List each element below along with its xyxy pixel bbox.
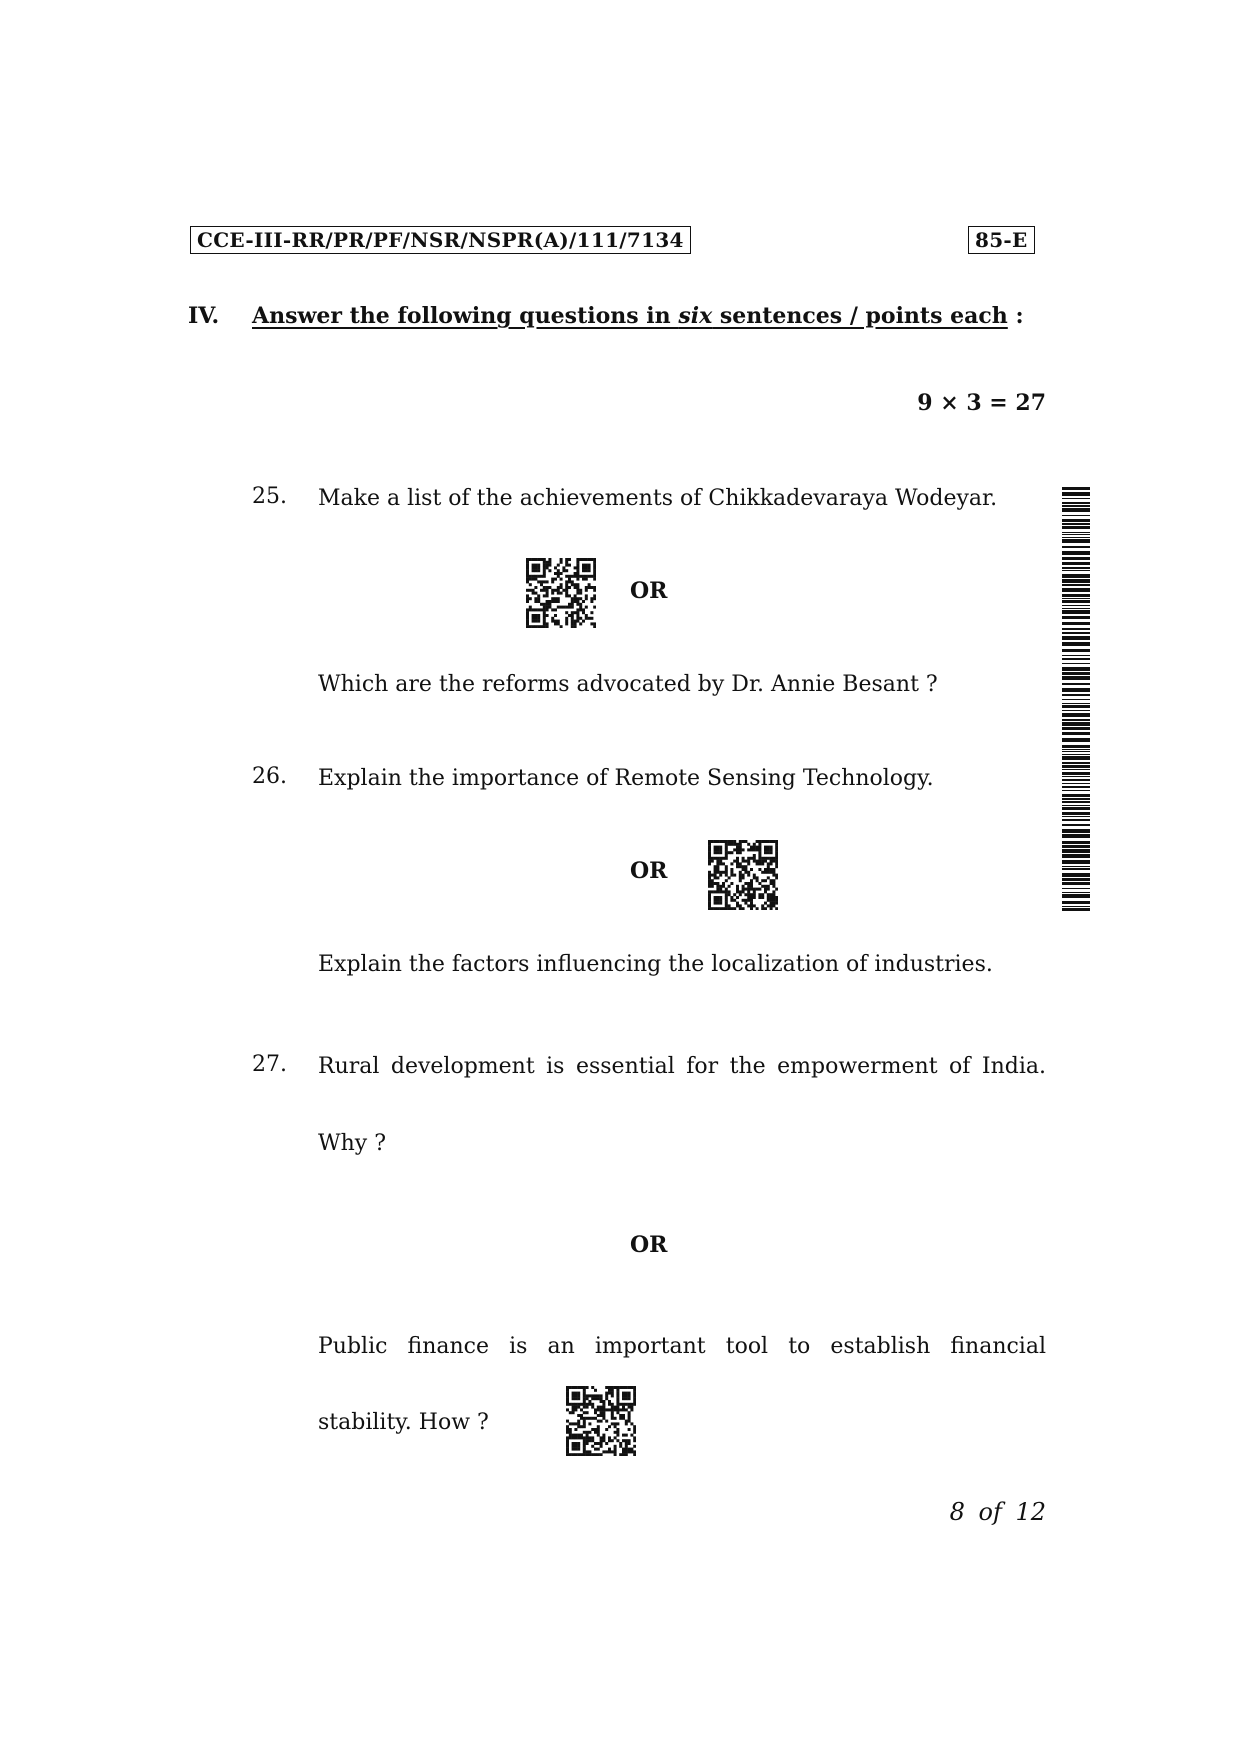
alternate-question-text: Explain the factors influencing the localization of industries. (318, 952, 993, 977)
section-marks: 9 × 3 = 27 (917, 390, 1046, 416)
question-text: Make a list of the achievements of Chikkadevaraya Wodeyar. (318, 486, 998, 511)
or-label: OR (630, 578, 668, 604)
page-number: 8 of 12 (949, 1498, 1046, 1526)
qr-code-icon (708, 840, 778, 910)
question-text: Rural development is essential for the empowerment of India. (318, 1054, 1046, 1079)
alternate-question-text: Public finance is an important tool to establish financial (318, 1334, 1046, 1359)
or-label: OR (630, 1232, 668, 1258)
subject-code: 85-E (968, 226, 1035, 254)
question-text-continued: Why ? (318, 1131, 386, 1156)
qr-code-icon (566, 1386, 636, 1456)
question-text: Explain the importance of Remote Sensing Technology. (318, 766, 934, 791)
question-number: 26. (252, 764, 287, 789)
question-number: 25. (252, 484, 287, 509)
section-number: IV. (188, 303, 220, 329)
alternate-question-text-continued: stability. How ? (318, 1410, 489, 1435)
paper-code: CCE-III-RR/PR/PF/NSR/NSPR(A)/111/7134 (190, 226, 691, 254)
qr-code-icon (526, 558, 596, 628)
question-number: 27. (252, 1052, 287, 1077)
section-instruction: Answer the following questions in six sentences / points each : (252, 303, 1024, 329)
alternate-question-text: Which are the reforms advocated by Dr. Annie Besant ? (318, 672, 938, 697)
barcode-icon (1062, 487, 1090, 911)
or-label: OR (630, 858, 668, 884)
